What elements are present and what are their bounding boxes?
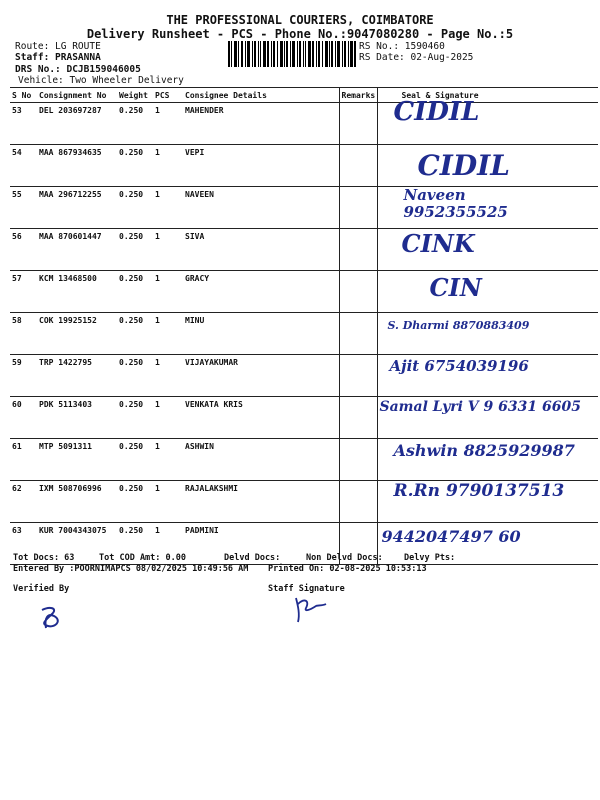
signature-cell xyxy=(377,439,598,481)
column-header: S No xyxy=(10,88,37,103)
pcs-cell: 1 xyxy=(153,145,183,187)
signature-cell xyxy=(377,145,598,187)
sno-cell: 63 xyxy=(10,523,37,565)
weight-cell: 0.250 xyxy=(117,313,153,355)
table-row xyxy=(10,145,598,187)
table-row xyxy=(10,103,598,145)
handwritten-signature: Ashwin 8825929987 xyxy=(393,441,575,460)
handwritten-signature: CINK xyxy=(401,229,475,258)
delivery-points: Delvy Pts: xyxy=(404,553,456,563)
sno-cell: 57 xyxy=(10,271,37,313)
table-row xyxy=(10,187,598,229)
weight-cell: 0.250 xyxy=(117,355,153,397)
table-row xyxy=(10,481,598,523)
weight-cell: 0.250 xyxy=(117,187,153,229)
pcs-cell: 1 xyxy=(153,271,183,313)
weight-cell: 0.250 xyxy=(117,145,153,187)
rs-date: RS Date: 02-Aug-2025 xyxy=(359,52,474,63)
consignee-cell: MAHENDER xyxy=(183,103,339,145)
company-title: THE PROFESSIONAL COURIERS, COIMBATORE xyxy=(166,13,434,27)
table-header-row xyxy=(10,88,598,103)
pcs-cell: 1 xyxy=(153,103,183,145)
pcs-cell: 1 xyxy=(153,229,183,271)
handwritten-signature: Naveen 9952355525 xyxy=(403,186,508,221)
signature-cell xyxy=(377,313,598,355)
handwritten-signature: 9442047497 60 xyxy=(381,527,521,546)
signature-cell xyxy=(377,355,598,397)
route-label: Route: LG ROUTE xyxy=(15,41,101,52)
column-header: Weight xyxy=(117,88,153,103)
column-header: Consignee Details xyxy=(183,88,339,103)
consignee-cell: SIVA xyxy=(183,229,339,271)
signature-cell xyxy=(377,271,598,313)
table-row xyxy=(10,355,598,397)
table-row xyxy=(10,439,598,481)
weight-cell: 0.250 xyxy=(117,229,153,271)
consignee-cell: VENKATA KRIS xyxy=(183,397,339,439)
consignee-cell: ASHWIN xyxy=(183,439,339,481)
handwritten-signature: CIDIL xyxy=(393,97,480,127)
consignment-cell: COK 19925152 xyxy=(37,313,117,355)
remarks-cell xyxy=(339,103,377,145)
total-cod-amount: Tot COD Amt: 0.00 xyxy=(99,553,186,563)
non-delivered-docs: Non Delvd Docs: xyxy=(306,553,383,563)
weight-cell: 0.250 xyxy=(117,439,153,481)
column-header: PCS xyxy=(153,88,183,103)
table-row xyxy=(10,229,598,271)
sno-cell: 61 xyxy=(10,439,37,481)
pcs-cell: 1 xyxy=(153,523,183,565)
consignment-cell: PDK 5113403 xyxy=(37,397,117,439)
consignee-cell: VEPI xyxy=(183,145,339,187)
staff-signature-label: Staff Signature xyxy=(268,584,345,594)
sno-cell: 62 xyxy=(10,481,37,523)
consignment-cell: MAA 867934635 xyxy=(37,145,117,187)
signature-cell xyxy=(377,187,598,229)
consignee-cell: NAVEEN xyxy=(183,187,339,229)
pcs-cell: 1 xyxy=(153,481,183,523)
entered-by: Entered By :POORNIMAPCS 08/02/2025 10:49:56 AM xyxy=(13,564,249,574)
weight-cell: 0.250 xyxy=(117,271,153,313)
consignment-cell: KCM 13468500 xyxy=(37,271,117,313)
pcs-cell: 1 xyxy=(153,313,183,355)
verifier-signature-mark xyxy=(36,604,70,632)
handwritten-signature: CIN xyxy=(429,273,482,302)
handwritten-signature: S. Dharmi 8870883409 xyxy=(387,319,530,332)
pcs-cell: 1 xyxy=(153,439,183,481)
remarks-cell xyxy=(339,271,377,313)
consignee-cell: GRACY xyxy=(183,271,339,313)
table-row xyxy=(10,397,598,439)
consignment-cell: TRP 1422795 xyxy=(37,355,117,397)
table-row xyxy=(10,313,598,355)
weight-cell: 0.250 xyxy=(117,523,153,565)
sno-cell: 53 xyxy=(10,103,37,145)
pcs-cell: 1 xyxy=(153,355,183,397)
drs-number: DRS No.: DCJB159046005 xyxy=(15,64,141,75)
runsheet-subtitle: Delivery Runsheet - PCS - Phone No.:9047080280 - Page No.:5 xyxy=(86,27,514,41)
barcode-icon xyxy=(228,41,356,67)
handwritten-signature: R.Rn 9790137513 xyxy=(393,481,565,501)
sno-cell: 60 xyxy=(10,397,37,439)
signature-cell xyxy=(377,97,598,145)
staff-signature-mark xyxy=(290,594,330,624)
consignment-cell: MAA 296712255 xyxy=(37,187,117,229)
rs-number: RS No.: 1590460 xyxy=(359,41,445,52)
weight-cell: 0.250 xyxy=(117,397,153,439)
consignment-cell: MTP 5091311 xyxy=(37,439,117,481)
consignee-cell: MINU xyxy=(183,313,339,355)
weight-cell: 0.250 xyxy=(117,103,153,145)
runsheet-table xyxy=(10,87,598,565)
sno-cell: 59 xyxy=(10,355,37,397)
handwritten-signature: Samal Lyri V 9 6331 6605 xyxy=(379,399,581,415)
sno-cell: 54 xyxy=(10,145,37,187)
remarks-cell xyxy=(339,145,377,187)
remarks-cell xyxy=(339,355,377,397)
consignment-cell: MAA 870601447 xyxy=(37,229,117,271)
column-header: Consignment No xyxy=(37,88,117,103)
column-header: Seal & Signature xyxy=(377,88,598,103)
signature-cell xyxy=(377,229,598,271)
consignment-cell: DEL 203697287 xyxy=(37,103,117,145)
pcs-cell: 1 xyxy=(153,397,183,439)
column-header: Remarks xyxy=(339,88,377,103)
signature-cell xyxy=(377,481,598,523)
printed-on: Printed On: 02-08-2025 10:53:13 xyxy=(268,564,427,574)
pcs-cell: 1 xyxy=(153,187,183,229)
sno-cell: 55 xyxy=(10,187,37,229)
handwritten-signature: CIDIL xyxy=(417,149,510,182)
weight-cell: 0.250 xyxy=(117,481,153,523)
consignment-cell: IXM 508706996 xyxy=(37,481,117,523)
staff-label: Staff: PRASANNA xyxy=(15,52,101,63)
consignment-cell: KUR 7004343075 xyxy=(37,523,117,565)
handwritten-signature: Ajit 6754039196 xyxy=(389,357,529,375)
sno-cell: 58 xyxy=(10,313,37,355)
remarks-cell xyxy=(339,187,377,229)
consignee-cell: RAJALAKSHMI xyxy=(183,481,339,523)
remarks-cell xyxy=(339,313,377,355)
verified-by-label: Verified By xyxy=(13,584,70,594)
signature-cell xyxy=(377,397,598,439)
consignee-cell: VIJAYAKUMAR xyxy=(183,355,339,397)
remarks-cell xyxy=(339,481,377,523)
remarks-cell xyxy=(339,439,377,481)
remarks-cell xyxy=(339,397,377,439)
table-row xyxy=(10,271,598,313)
sno-cell: 56 xyxy=(10,229,37,271)
delivered-docs: Delvd Docs: xyxy=(224,553,281,563)
vehicle-label: Vehicle: Two Wheeler Delivery xyxy=(18,75,184,86)
consignee-cell: PADMINI xyxy=(183,523,339,565)
total-docs: Tot Docs: 63 xyxy=(13,553,75,563)
remarks-cell xyxy=(339,229,377,271)
